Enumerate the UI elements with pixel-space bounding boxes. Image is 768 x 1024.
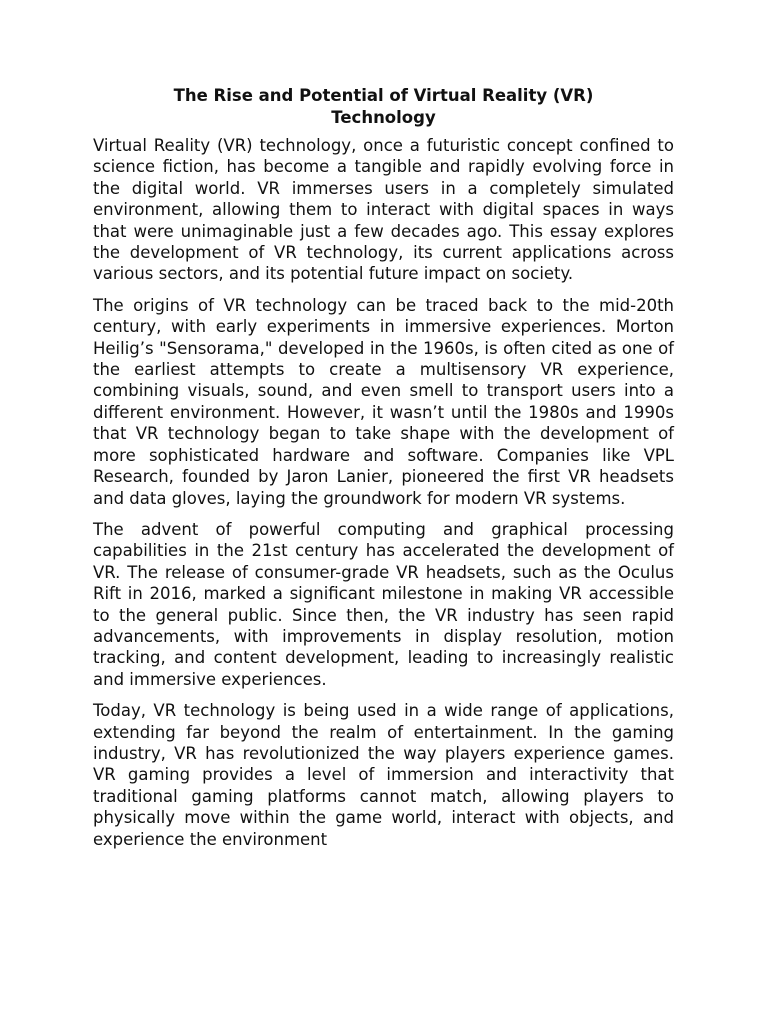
document-title bbox=[93, 85, 674, 129]
document-title-line-2: Technology bbox=[331, 108, 436, 127]
paragraph-introduction: Virtual Reality (VR) technology, once a futuristic concept confined to science fiction, has become a tangible and rapidly evolving force in the digital world. VR immerses users in a completely simulated environment, allowing them to interact with digital spaces in ways that were unimaginable just a few decades ago. This essay explores the development of VR technology, its current applications across various sectors, and its potential future impact on society. bbox=[93, 136, 674, 284]
paragraph-current-applications: Today, VR technology is being used in a wide range of applications, extending far beyond the realm of entertainment. In the gaming industry, VR has revolutionized the way players experience games. VR gaming provides a level of immersion and interactivity that traditional gaming platforms cannot match, allowing players to physically move within the game world, interact with objects, and experience the environment bbox=[93, 701, 674, 849]
document-page bbox=[93, 85, 674, 860]
document-title-line-1: The Rise and Potential of Virtual Reality (VR) bbox=[173, 86, 594, 105]
paragraph-modern-development: The advent of powerful computing and graphical processing capabilities in the 21st century has accelerated the development of VR. The release of consumer-grade VR headsets, such as the Oculus Rift in 2016, marked a significant milestone in making VR accessible to the general public. Since then, the VR industry has seen rapid advancements, with improvements in display resolution, motion tracking, and content development, leading to increasingly realistic and immersive experiences. bbox=[93, 519, 674, 689]
paragraph-origins: The origins of VR technology can be traced back to the mid-20th century, with early experiments in immersive experiences. Morton Heilig’s "Sensorama," developed in the 1960s, is often cited as one of the earliest attempts to create a multisensory VR experience, combining visuals, sound, and even smell to transport users into a different environment. However, it wasn’t until the 1980s and 1990s that VR technology began to take shape with the development of more sophisticated hardware and software. Companies like VPL Research, founded by Jaron Lanier, pioneered the first VR headsets and data gloves, laying the groundwork for modern VR systems. bbox=[93, 295, 674, 508]
